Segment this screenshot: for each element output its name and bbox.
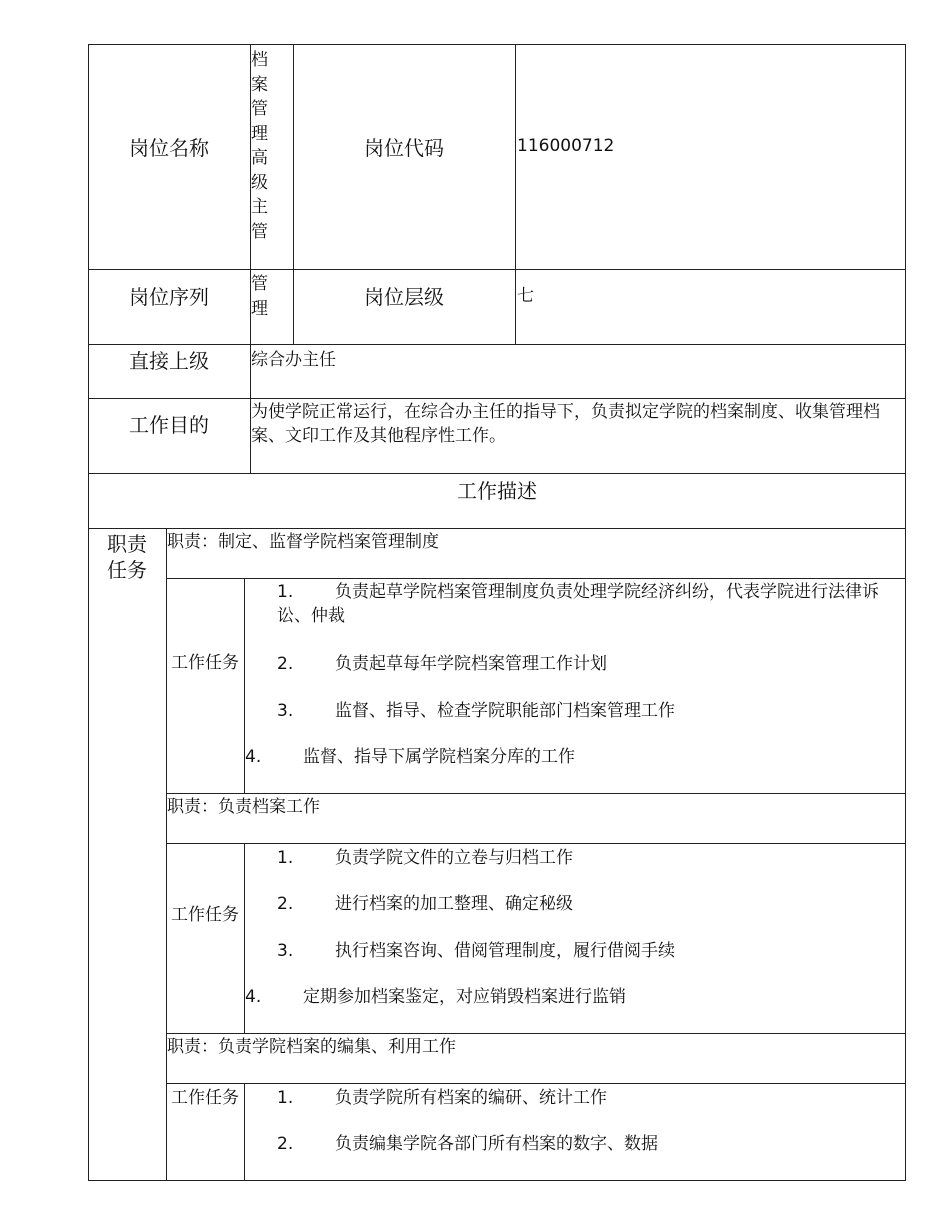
superior-label: 直接上级 — [129, 349, 209, 373]
duties-label: 职责任务 — [107, 532, 147, 582]
post-name-label: 岗位名称 — [129, 136, 209, 160]
purpose-label: 工作目的 — [129, 413, 209, 437]
row-divider — [166, 793, 906, 794]
task-item: 2. 进行档案的加工整理、确定秘级 — [277, 894, 573, 914]
task-label: 工作任务 — [171, 1088, 239, 1108]
post-code-value: 116000712 — [517, 136, 615, 156]
row-divider — [88, 473, 906, 474]
post-code-label: 岗位代码 — [364, 136, 444, 160]
row-divider — [88, 269, 906, 270]
task-item: 1. 负责学院所有档案的编研、统计工作 — [277, 1088, 607, 1108]
task-item: 3. 执行档案咨询、借阅管理制度，履行借阅手续 — [277, 941, 675, 961]
post-name-value: 档案管理高级主管 — [251, 50, 268, 242]
row-divider — [166, 843, 906, 844]
col-divider — [166, 528, 167, 1181]
row-divider — [166, 1033, 906, 1034]
row-divider — [166, 578, 906, 579]
task-item: 4. 定期参加档案鉴定，对应销毁档案进行监销 — [245, 987, 626, 1007]
duty-title: 职责：制定、监督学院档案管理制度 — [167, 532, 439, 552]
section-title: 工作描述 — [457, 479, 537, 503]
post-level-label: 岗位层级 — [364, 285, 444, 309]
superior-value: 综合办主任 — [251, 350, 336, 370]
post-level-value: 七 — [517, 286, 534, 306]
task-item: 1. 负责起草学院档案管理制度负责处理学院经济纠纷，代表学院进行法律诉讼、仲裁 — [277, 582, 879, 626]
row-divider — [88, 344, 906, 345]
task-label: 工作任务 — [171, 653, 239, 673]
task-label: 工作任务 — [171, 905, 239, 925]
job-description-table — [88, 44, 906, 1180]
purpose-value: 为使学院正常运行，在综合办主任的指导下，负责拟定学院的档案制度、收集管理档案、文印工作及其他程序性工作。 — [251, 402, 880, 446]
task-item: 2. 负责起草每年学院档案管理工作计划 — [277, 654, 607, 674]
col-divider — [515, 44, 516, 344]
post-series-value: 管理 — [251, 274, 268, 319]
row-divider — [166, 1083, 906, 1084]
task-item: 4. 监督、指导下属学院档案分库的工作 — [245, 747, 575, 767]
row-divider — [88, 528, 906, 529]
post-series-label: 岗位序列 — [129, 285, 209, 309]
duty-title: 职责：负责学院档案的编集、利用工作 — [167, 1037, 456, 1057]
col-divider — [244, 1083, 245, 1181]
task-item: 1. 负责学院文件的立卷与归档工作 — [277, 848, 573, 868]
row-divider — [88, 398, 906, 399]
task-item: 3. 监督、指导、检查学院职能部门档案管理工作 — [277, 701, 675, 721]
task-item: 2. 负责编集学院各部门所有档案的数字、数据 — [277, 1134, 658, 1154]
duty-title: 职责：负责档案工作 — [167, 797, 320, 817]
